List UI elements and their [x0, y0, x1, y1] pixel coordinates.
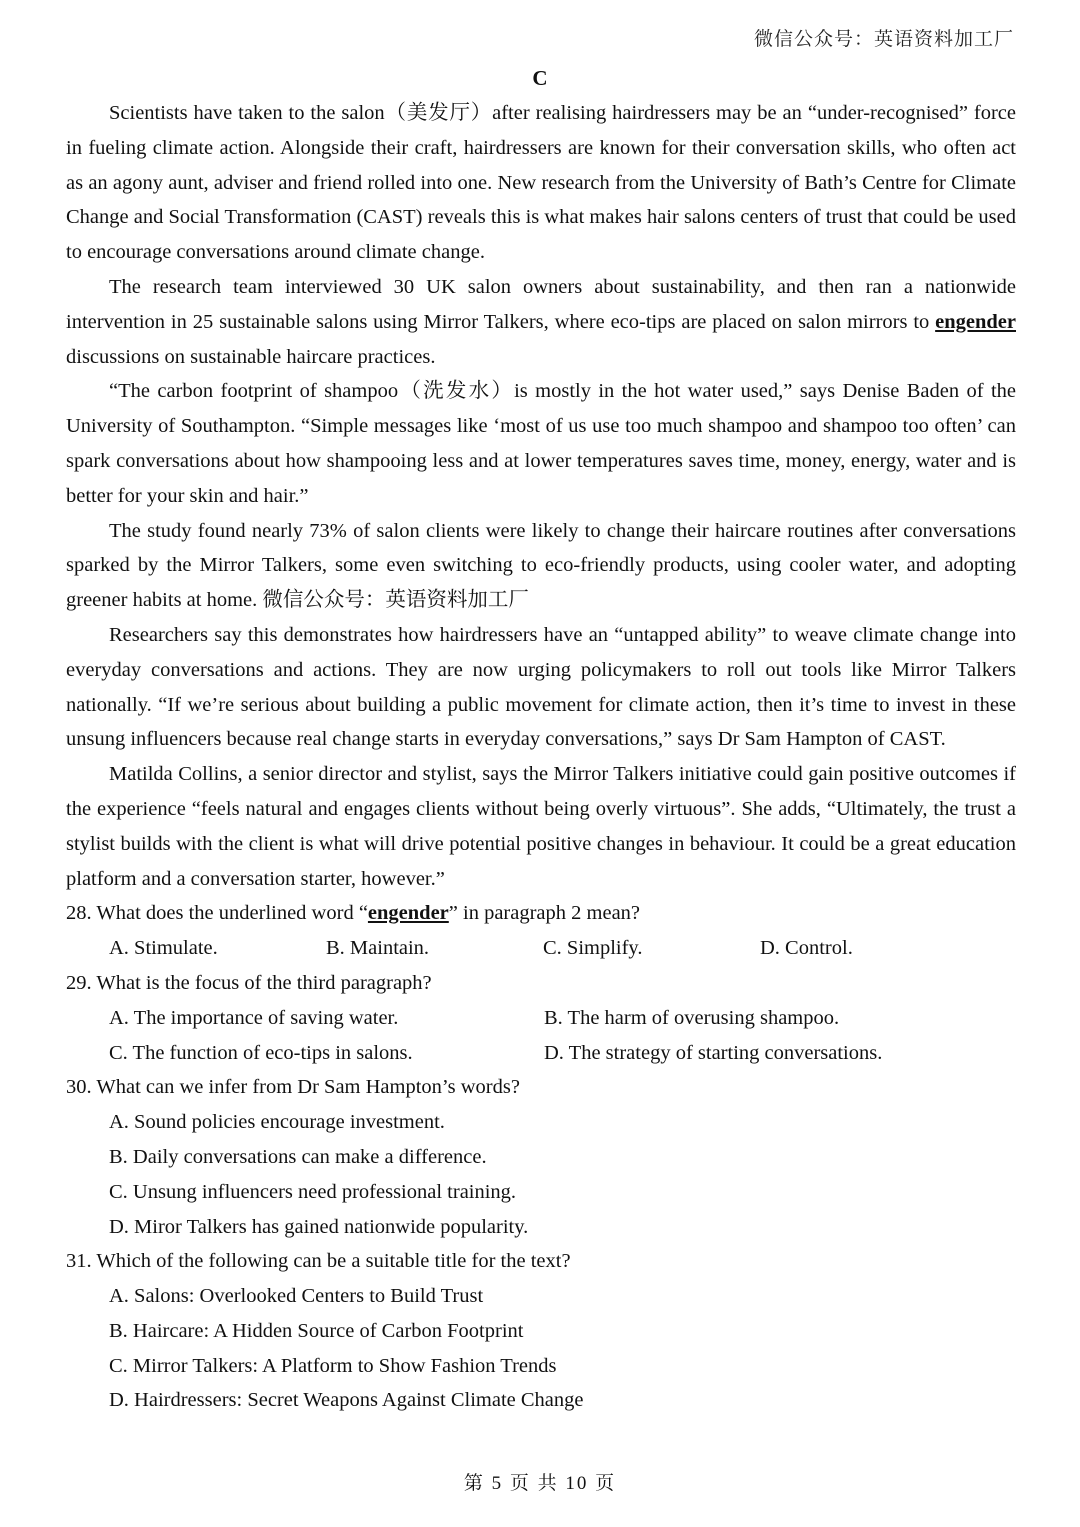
q28-stem-a: 28. What does the underlined word “: [66, 902, 368, 925]
q29-option-c[interactable]: C. The function of eco-tips in salons.: [109, 1041, 413, 1064]
page-number-footer: 第 5 页 共 10 页: [463, 1473, 617, 1494]
q29-option-b[interactable]: B. The harm of overusing shampoo.: [544, 1006, 840, 1029]
paragraph-2-text-a: The research team interviewed 30 UK salon owners about sustainability, and then ran a nationwide intervention in 25 sustainable salons using Mirror Talkers, where eco-tips are placed on salon mirrors to: [66, 275, 1016, 333]
question-30-stem: 30. What can we infer from Dr Sam Hampton’s words?: [66, 1076, 520, 1099]
q29-option-d[interactable]: D. The strategy of starting conversations.: [544, 1041, 883, 1064]
q30-option-c[interactable]: C. Unsung influencers need professional training.: [109, 1180, 517, 1203]
q28-option-c[interactable]: C. Simplify.: [543, 937, 643, 960]
question-29-options-row2: [66, 1036, 1016, 1071]
q28-option-a[interactable]: A. Stimulate.: [109, 937, 218, 960]
q28-stem-b: ” in paragraph 2 mean?: [448, 902, 641, 925]
question-31-stem: 31. Which of the following can be a suitable title for the text?: [66, 1250, 571, 1273]
question-28-options: [66, 931, 1016, 966]
question-29-options-row1: [66, 1001, 1016, 1036]
q30-option-b[interactable]: B. Daily conversations can make a difference.: [109, 1145, 487, 1168]
section-title: C: [532, 66, 548, 90]
question-28-stem: [66, 896, 1016, 931]
paragraph-4: The study found nearly 73% of salon clients were likely to change their haircare routines after conversations sparked by the Mirror Talkers, some even switching to eco-friendly products, using cooler water, and adopting greener habits at home. 微信公众号：英语资料加工厂: [66, 519, 1016, 612]
q28-option-b[interactable]: B. Maintain.: [326, 937, 430, 960]
q29-option-a[interactable]: A. The importance of saving water.: [109, 1006, 399, 1029]
paragraph-3: “The carbon footprint of shampoo（洗发水）is mostly in the hot water used,” says Denise Baden of the University of Southampton. “Simple messages like ‘most of us use too much shampoo and shampoo too often’ can spark conversations about how shampooing less and at lower temperatures saves time, money, energy, water and is better for your skin and hair.”: [66, 380, 1016, 507]
question-29-stem: 29. What is the focus of the third paragraph?: [66, 971, 432, 994]
q31-option-a[interactable]: A. Salons: Overlooked Centers to Build Trust: [109, 1285, 484, 1308]
q28-option-d[interactable]: D. Control.: [760, 937, 853, 960]
underlined-word: engender: [935, 310, 1016, 333]
q31-option-c[interactable]: C. Mirror Talkers: A Platform to Show Fashion Trends: [109, 1354, 557, 1377]
paragraph-2: [66, 270, 1016, 374]
paragraph-1: Scientists have taken to the salon（美发厅）after realising hairdressers may be an “under-recognised” force in fueling climate action. Alongside their craft, hairdressers are known for their conversation skills, who often act as an agony aunt, adviser and friend rolled into one. New research from the University of Bath’s Centre for Climate Change and Social Transformation (CAST) reveals this is what makes hair salons centers of trust that could be used to encourage conversations around climate change.: [66, 102, 1016, 264]
passage-body: [66, 96, 1016, 1418]
paragraph-6: Matilda Collins, a senior director and stylist, says the Mirror Talkers initiative could gain positive outcomes if the experience “feels natural and engages clients without being overly virtuous”. She adds, “Ultimately, the trust a stylist builds with the client is what will drive potential positive changes in behaviour. It could be a great education platform and a conversation starter, however.”: [66, 763, 1016, 890]
q31-option-b[interactable]: B. Haircare: A Hidden Source of Carbon Footprint: [109, 1319, 524, 1342]
paragraph-5: Researchers say this demonstrates how hairdressers have an “untapped ability” to weave climate change into everyday conversations and actions. They are now urging policymakers to roll out tools like Mirror Talkers nationally. “If we’re serious about building a public movement for climate action, then it’s time to invest in these unsung influencers because real change starts in everyday conversations,” says Dr Sam Hampton of CAST.: [66, 623, 1016, 751]
watermark-header: 微信公众号：英语资料加工厂: [753, 29, 1014, 50]
paragraph-2-text-b: discussions on sustainable haircare practices.: [66, 345, 436, 368]
q30-option-d[interactable]: D. Miror Talkers has gained nationwide popularity.: [109, 1215, 529, 1238]
q30-option-a[interactable]: A. Sound policies encourage investment.: [109, 1111, 445, 1134]
q31-option-d[interactable]: D. Hairdressers: Secret Weapons Against Climate Change: [109, 1389, 584, 1412]
q28-underlined-word: engender: [367, 902, 449, 925]
